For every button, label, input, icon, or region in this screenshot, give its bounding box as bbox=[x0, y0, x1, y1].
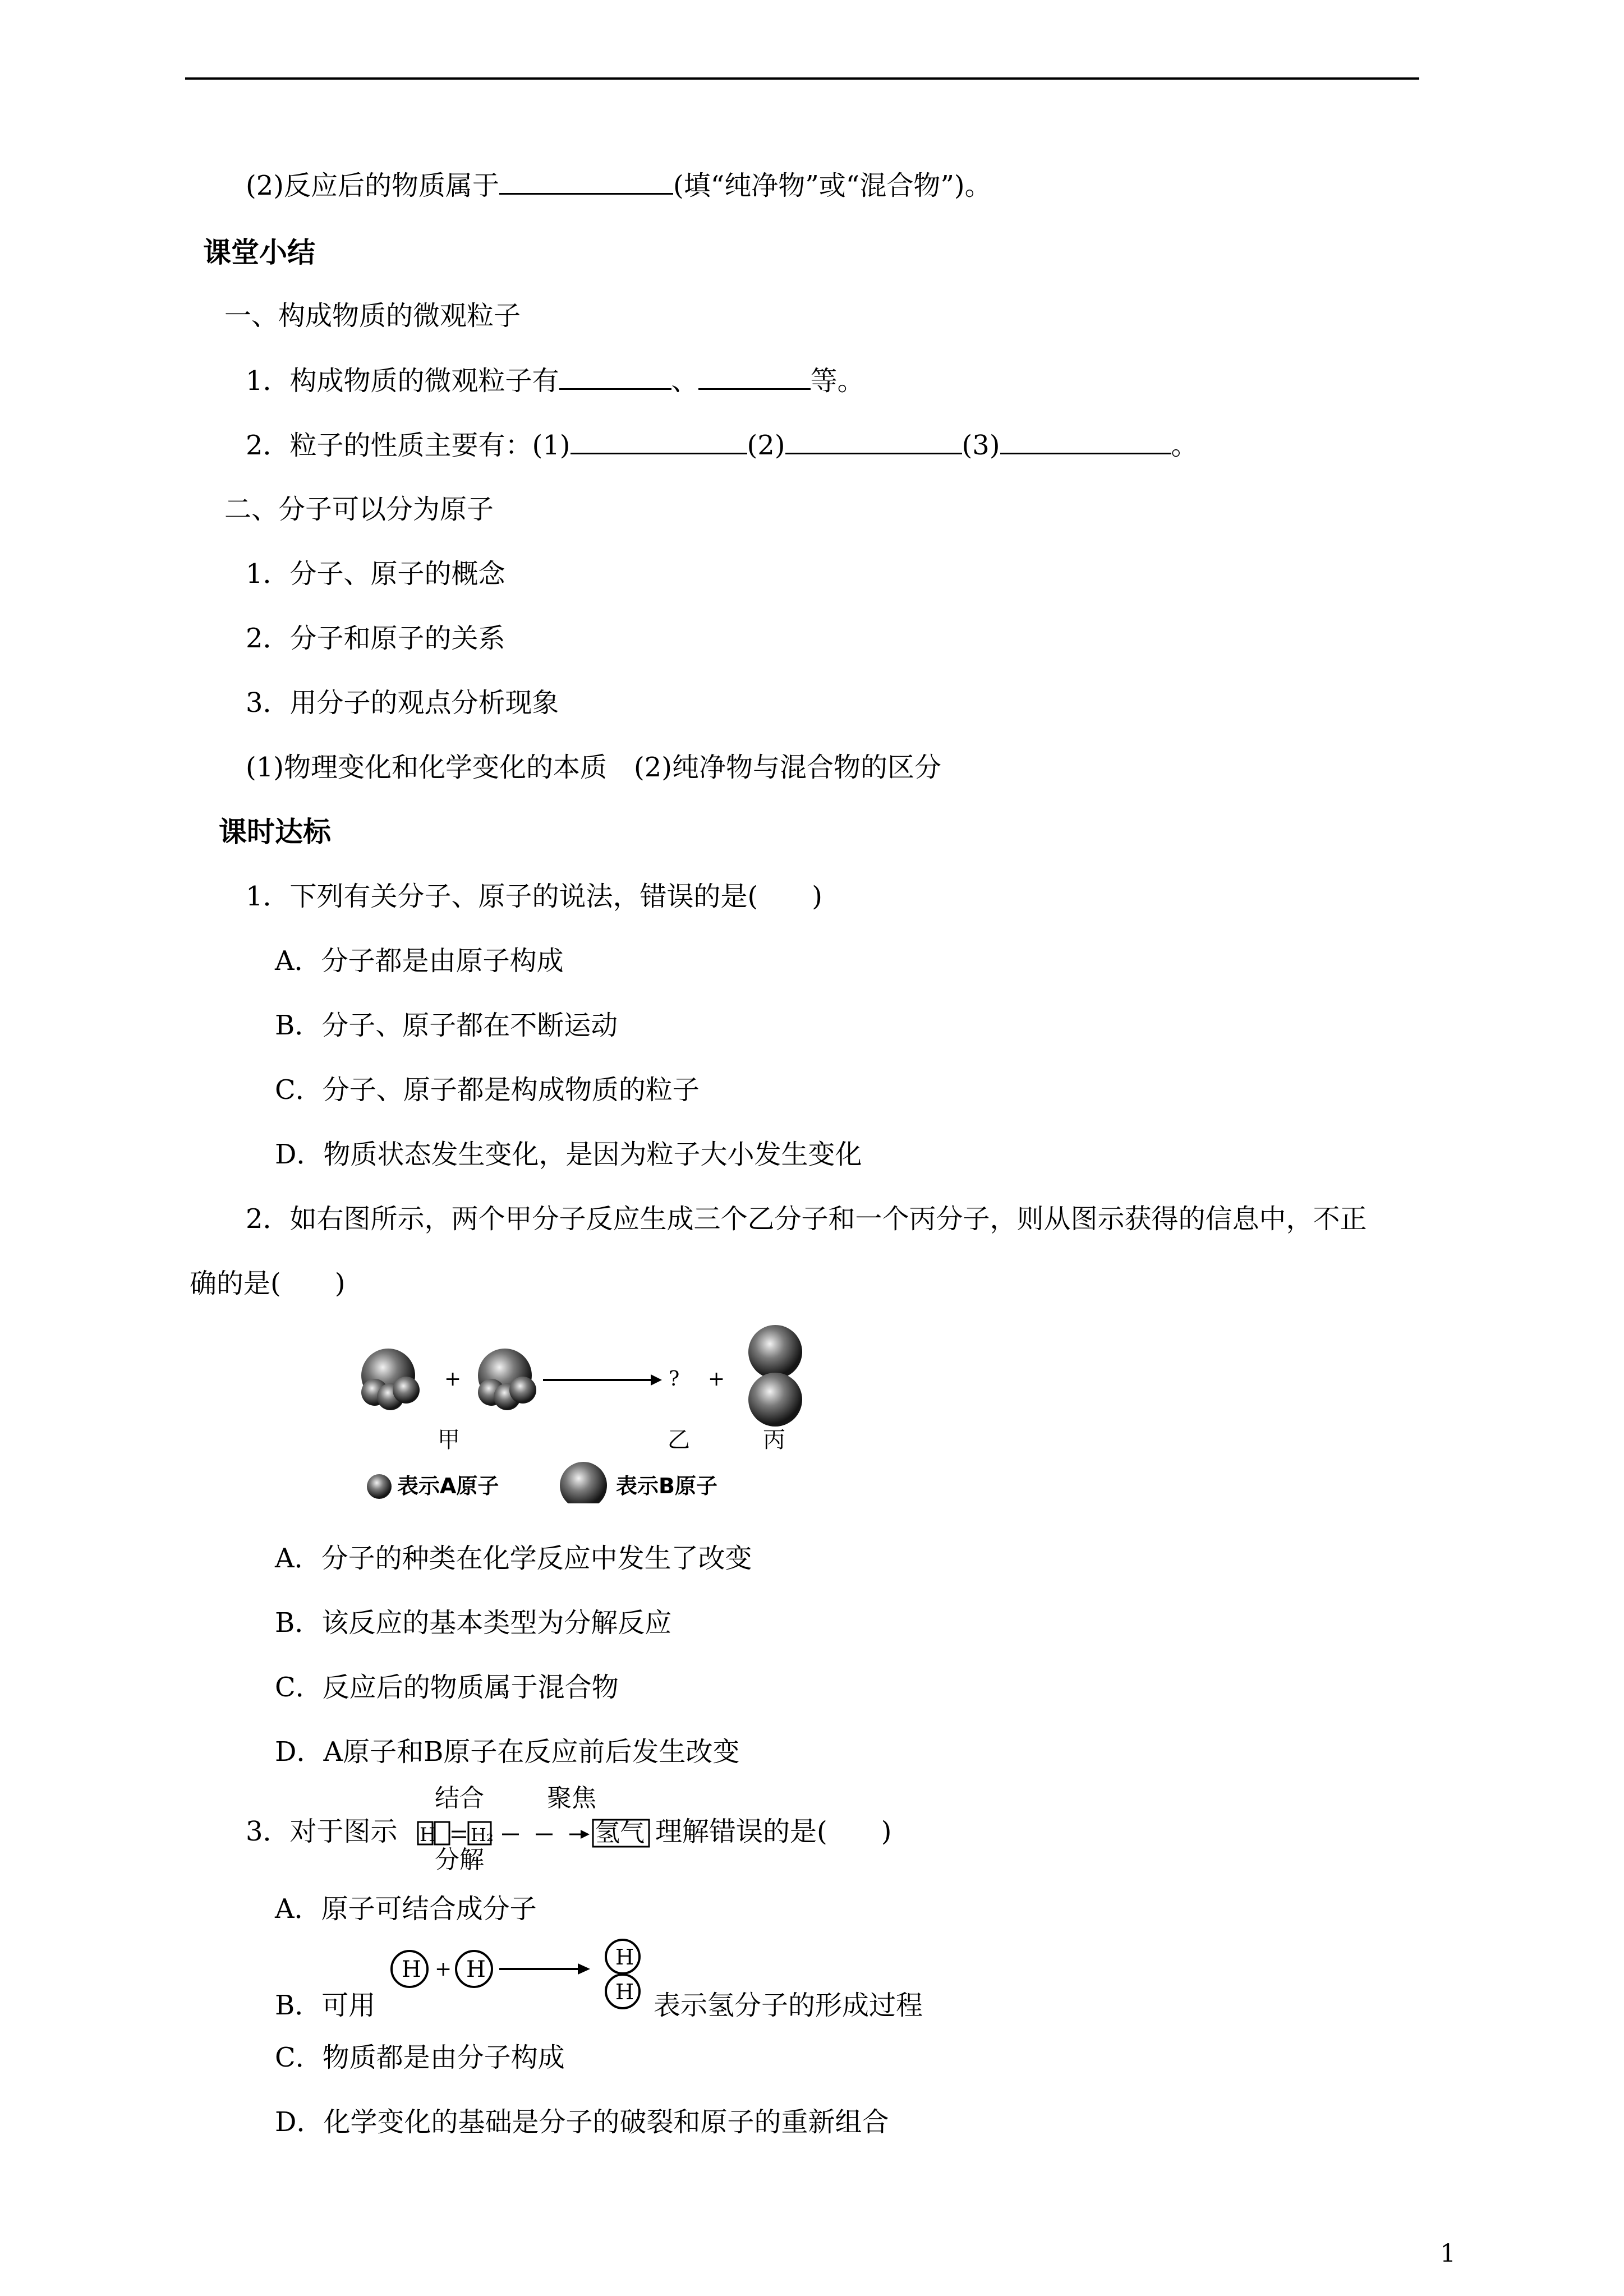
answer-blank bbox=[1000, 428, 1171, 454]
legend-b-label: 表示B原子 bbox=[616, 1474, 717, 1498]
collect-label: 聚焦 bbox=[547, 1784, 596, 1812]
header-rule bbox=[185, 77, 1419, 80]
summary-section-1-title: 一、构成物质的微观粒子 bbox=[224, 300, 521, 332]
practice-heading: 课时达标 bbox=[219, 816, 331, 848]
molecule-jia-2 bbox=[478, 1349, 536, 1410]
summary-section-2-title: 二、分子可以分为原子 bbox=[224, 494, 494, 525]
unknown-product: ? bbox=[669, 1368, 680, 1391]
q1-option-c: C．分子、原子都是构成物质的粒子 bbox=[275, 1074, 700, 1106]
plus-sign-1: + bbox=[444, 1368, 462, 1391]
summary-s2-item-3: 3．用分子的观点分析现象 bbox=[246, 687, 559, 719]
summary-s1-item-2: 2．粒子的性质主要有：(1) (2) (3) 。 bbox=[246, 428, 1198, 462]
q2-option-c: C．反应后的物质属于混合物 bbox=[275, 1672, 619, 1703]
summary-s2-subitems: (1)物理变化和化学变化的本质 (2)纯净物与混合物的区分 bbox=[246, 752, 941, 783]
box-hydrogen-gas-text: 氢气 bbox=[595, 1819, 645, 1847]
answer-blank bbox=[499, 168, 673, 195]
q1-option-a: A．分子都是由原子构成 bbox=[275, 945, 564, 977]
molecule-atom-bottom-label: H bbox=[615, 1980, 634, 2004]
q3-option-b-prefix: B．可用 bbox=[275, 1990, 376, 2021]
q3-stem-prefix: 3．对于图示 bbox=[246, 1816, 398, 1847]
arrow-up-label: 结合 bbox=[435, 1784, 484, 1812]
reaction-diagram bbox=[348, 1324, 886, 1503]
intro-question-2 bbox=[246, 168, 992, 203]
q2-stem-line-2: 确的是( ) bbox=[190, 1268, 346, 1299]
legend-atom-b bbox=[560, 1462, 607, 1503]
molecule-bing bbox=[748, 1325, 802, 1427]
q2-stem-line-1: 2．如右图所示，两个甲分子反应生成三个乙分子和一个丙分子，则从图示获得的信息中，不正 bbox=[246, 1203, 1367, 1235]
label-jia: 甲 bbox=[438, 1427, 460, 1453]
label-yi: 乙 bbox=[668, 1427, 690, 1453]
q3-option-a: A．原子可结合成分子 bbox=[275, 1893, 537, 1925]
q1-option-d: D．物质状态发生变化，是因为粒子大小发生变化 bbox=[275, 1139, 862, 1170]
answer-blank bbox=[698, 364, 811, 390]
plus-sign-2: + bbox=[708, 1368, 725, 1391]
q1-stem: 1．下列有关分子、原子的说法，错误的是( ) bbox=[246, 881, 822, 912]
summary-s2-item-1: 1．分子、原子的概念 bbox=[246, 558, 505, 590]
q3-option-c: C．物质都是由分子构成 bbox=[275, 2042, 565, 2073]
molecule-jia-1 bbox=[361, 1349, 420, 1410]
summary-s1-item-1: 1．构成物质的微观粒子有 、 等。 bbox=[246, 364, 864, 398]
answer-blank bbox=[571, 428, 747, 454]
atom-1-label: H bbox=[402, 1957, 421, 1982]
legend-a-label: 表示A原子 bbox=[397, 1474, 499, 1498]
scheme-arrow-head bbox=[581, 1830, 590, 1839]
answer-blank bbox=[559, 364, 671, 390]
answer-blank bbox=[785, 428, 962, 454]
box-h2-text: H₂ bbox=[471, 1824, 494, 1846]
arrow-head bbox=[651, 1374, 662, 1386]
q3-option-d: D．化学变化的基础是分子的破裂和原子的重新组合 bbox=[275, 2106, 889, 2138]
q2-suffix: (填“纯净物”或“混合物”)。 bbox=[673, 170, 992, 201]
formation-arrow-head bbox=[578, 1963, 590, 1975]
q1-option-b: B．分子、原子都在不断运动 bbox=[275, 1010, 618, 1041]
q2-option-d: D．A原子和B原子在反应前后发生改变 bbox=[275, 1736, 740, 1768]
molecule-atom-top-label: H bbox=[615, 1945, 634, 1970]
page-number: 1 bbox=[1440, 2239, 1456, 2268]
summary-heading: 课堂小结 bbox=[203, 236, 315, 269]
q2-prefix: (2)反应后的物质属于 bbox=[246, 170, 499, 201]
q2-option-a: A．分子的种类在化学反应中发生了改变 bbox=[275, 1543, 752, 1574]
plus-sign: + bbox=[435, 1958, 452, 1981]
box-h-atom-2 bbox=[435, 1822, 449, 1844]
q3-option-b-suffix: 表示氢分子的形成过程 bbox=[654, 1990, 923, 2021]
q3-stem-suffix: 理解错误的是( ) bbox=[655, 1816, 892, 1847]
hydrogen-molecule-diagram bbox=[387, 1935, 651, 2042]
q2-option-b: B．该反应的基本类型为分解反应 bbox=[275, 1607, 672, 1639]
box-h-text: H bbox=[420, 1824, 436, 1846]
legend-atom-a bbox=[367, 1474, 392, 1499]
arrow-down-label: 分解 bbox=[435, 1846, 484, 1874]
summary-s2-item-2: 2．分子和原子的关系 bbox=[246, 623, 505, 654]
atom-2-label: H bbox=[466, 1957, 486, 1982]
label-bing: 丙 bbox=[763, 1427, 785, 1453]
